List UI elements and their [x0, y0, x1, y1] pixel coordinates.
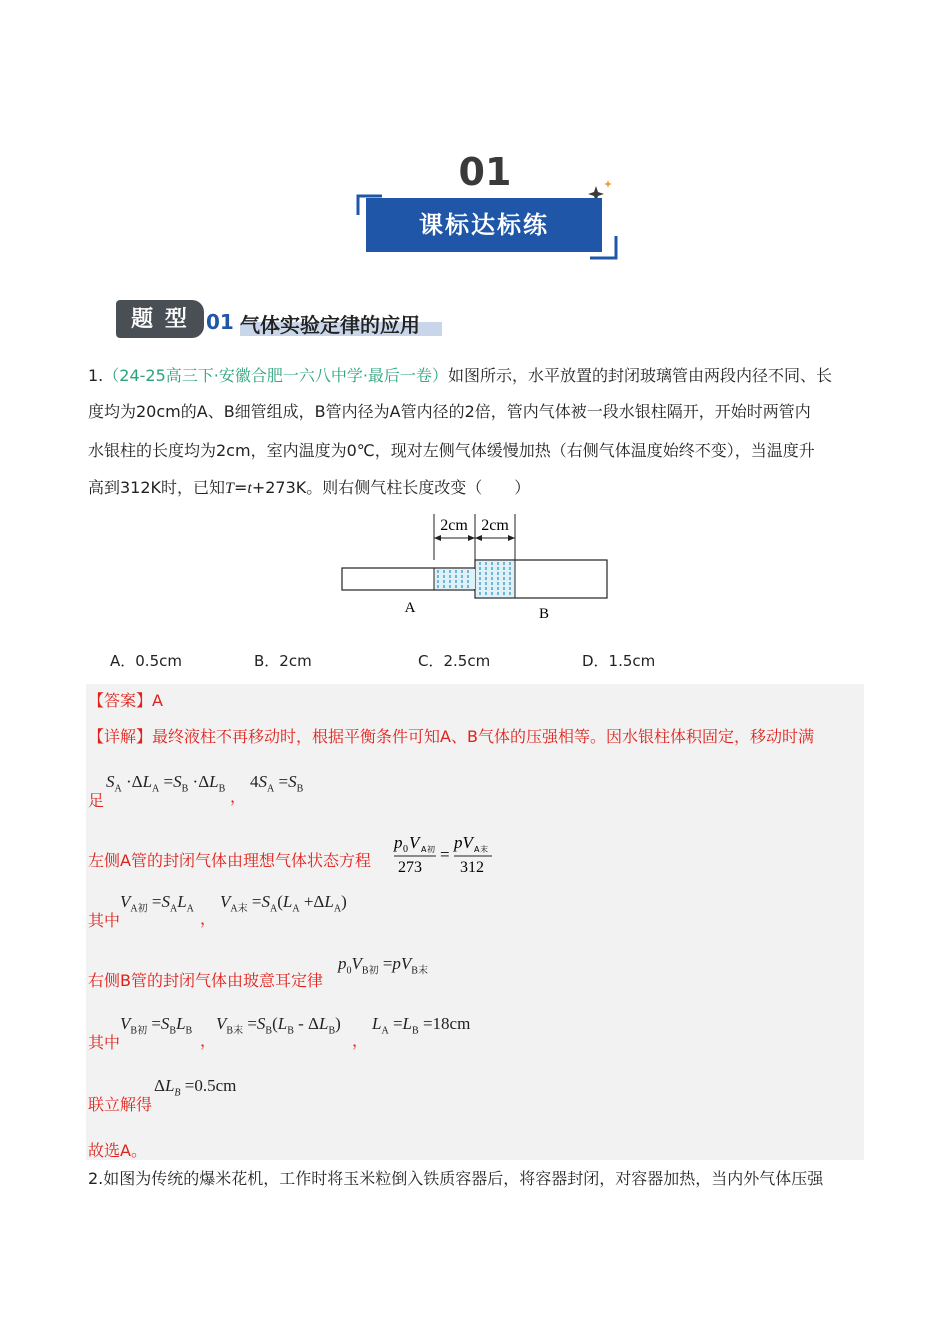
svg-text:pV: pV: [454, 833, 473, 852]
section-number: 01: [206, 310, 234, 334]
question-1-line-3: 水银柱的长度均为2cm，室内温度为0℃，现对左侧气体缓慢加热（右侧气体温度始终不变），当温度升: [88, 441, 815, 460]
detail-line-5: 右侧B管的封闭气体由玻意耳定律: [88, 971, 323, 990]
label-a: A: [404, 600, 416, 616]
svg-text:0: 0: [403, 844, 408, 855]
question-number: 1.: [88, 366, 104, 385]
question-source: （24-25高三下·安徽合肥一六八中学·最后一卷）: [103, 366, 448, 385]
equation-volume-balance: $S_A \cdot\Delta L_A =S_B \cdot\Delta L_B$: [106, 772, 226, 795]
svg-text:A: A: [421, 845, 427, 854]
svg-text:末: 末: [480, 845, 488, 854]
equation-result: $\Delta L_B =0.5cm$: [154, 1076, 237, 1099]
section-tag-text: 题 型: [131, 306, 189, 332]
detail-line-7: 联立解得: [88, 1095, 153, 1114]
svg-text:=: =: [440, 845, 450, 864]
tube-figure: [330, 508, 620, 626]
section-title: 气体实验定律的应用: [240, 313, 420, 337]
question-2-line-1: 2.如图为传统的爆米花机，工作时将玉米粒倒入铁质容器后，将容器封闭，对容器加热，当内外气体压强: [88, 1169, 824, 1188]
svg-text:V: V: [409, 833, 420, 852]
question-1-line-2: 度均为20cm的A、B细管组成，B管内径为A管内径的2倍，管内气体被一段水银柱隔开，开始时两管内: [88, 402, 811, 421]
mercury-a: [434, 569, 475, 589]
dimension-label-1: 2cm: [440, 517, 468, 534]
question-1-line-1: 1.（24-25高三下·安徽合肥一六八中学·最后一卷）如图所示，水平放置的封闭玻璃管由两段内径不同、长: [88, 366, 832, 385]
equation-va-initial: $V_{A初} =S_AL_A$: [120, 892, 194, 915]
equation-lengths: $L_A =L_B =18cm$: [372, 1014, 471, 1037]
detail-line-6: 其中: [88, 1033, 121, 1052]
answer-label: 【答案】A: [88, 691, 163, 710]
equation-boyle: $p_0V_{B初} =pV_{B末}$: [338, 954, 428, 977]
equation-vb-final: $V_{B末} =S_B(L_B - \Delta L_B)$: [216, 1014, 341, 1037]
mercury-b: [476, 561, 515, 597]
option-d: D．1.5cm: [582, 652, 656, 670]
detail-line-4: 其中: [88, 911, 121, 930]
option-a: A．0.5cm: [110, 652, 182, 670]
equation-va-final: $V_{A末} =S_A(L_A +\Delta L_A)$: [220, 892, 347, 915]
option-c: C．2.5cm: [418, 652, 491, 670]
equation-ideal-gas: [390, 830, 500, 878]
svg-text:312: 312: [460, 859, 484, 876]
detail-line-8: 故选A。: [88, 1141, 147, 1160]
dimension-label-2: 2cm: [481, 517, 509, 534]
banner-number: 01: [458, 150, 512, 194]
equation-vb-initial: $V_{B初} =S_BL_B$: [120, 1014, 193, 1037]
equation-area-ratio: $4S_A =S_B$: [250, 772, 304, 795]
detail-line-3: 左侧A管的封闭气体由理想气体状态方程: [88, 851, 371, 870]
detail-line-2: 足: [88, 791, 105, 810]
option-b: B．2cm: [254, 652, 312, 670]
detail-line-1: 【详解】最终液柱不再移动时，根据平衡条件可知A、B气体的压强相等。因水银柱体积固定，移动时满: [88, 727, 814, 746]
svg-text:初: 初: [427, 845, 435, 854]
svg-text:A: A: [474, 845, 480, 854]
label-b: B: [538, 606, 550, 622]
svg-text:p: p: [394, 833, 403, 852]
banner-frame: [0, 0, 950, 300]
question-1-line-4: 高到312K时，已知T=t+273K。则右侧气柱长度改变（ ）: [88, 478, 531, 497]
svg-text:273: 273: [398, 859, 422, 876]
banner-title: 课标达标练: [419, 211, 549, 239]
